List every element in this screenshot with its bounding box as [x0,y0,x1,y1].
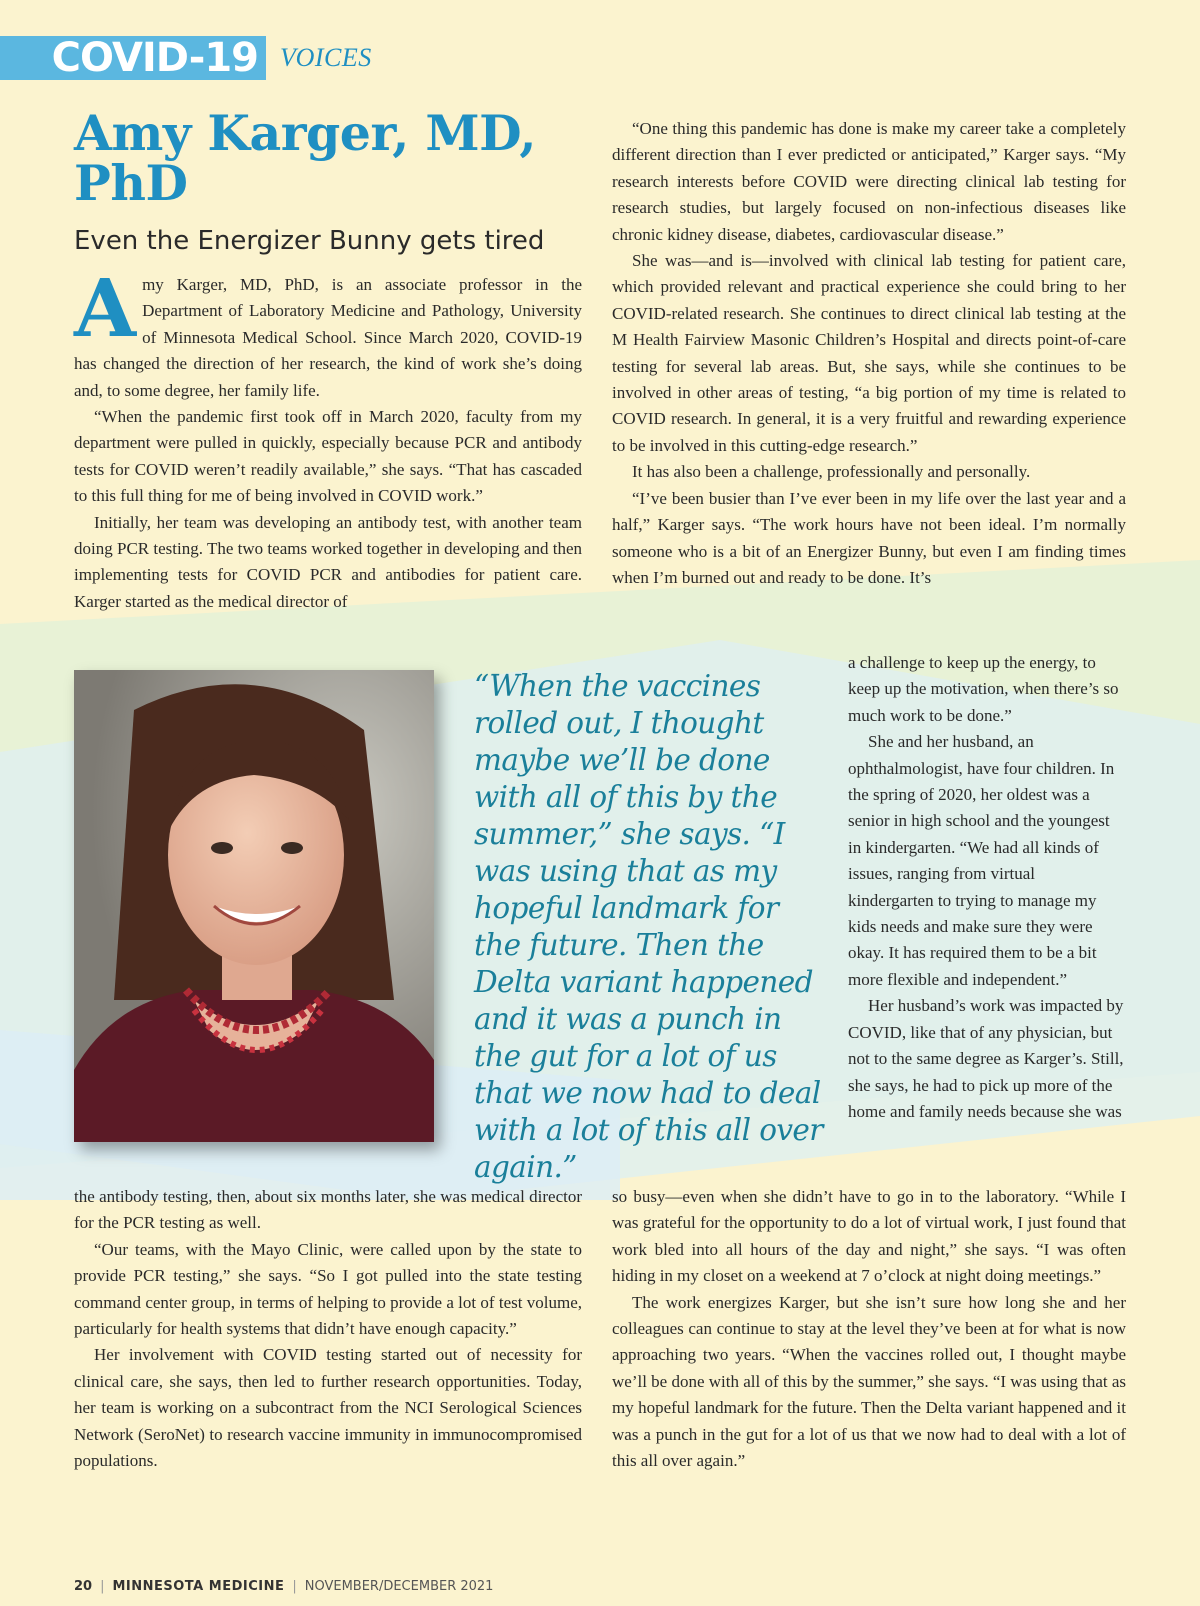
body-paragraph: Initially, her team was developing an antibody test, with another team doing PCR testing. The two teams worked together in developing and then implementing tests for COVID PCR and antibodies for patient care. Karger started as the medical director of [74,512,582,611]
left-column-bottom [74,1184,582,1474]
section-label: VOICES [280,43,372,72]
body-paragraph: a challenge to keep up the energy, to keep up the motivation, when there’s so much work to be done.” [848,653,1119,725]
right-column-bottom [612,1184,1126,1474]
body-paragraph: so busy—even when she didn’t have to go in to the laboratory. “While I was grateful for the opportunity to do a lot of virtual work, I just found that work bled into all hours of the day and night,” she says. “I was often hiding in my closet on a weekend at 7 o’clock at night doing meetings.” [612,1187,1126,1286]
body-paragraph: It has also been a challenge, professionally and personally. [632,462,1031,482]
body-paragraph: Her involvement with COVID testing started out of necessity for clinical care, she says, then led to further research opportunities. Today, her team is working on a subcontract from the NCI Serological Sciences Network (SeroNet) to research vaccine immunity in immunocompromised populations. [74,1345,582,1471]
body-paragraph: “One thing this pandemic has done is make my career take a completely different direction than I ever predicted or anticipated,” Karger says. “My research interests before COVID were directing clinical lab testing for research studies, but largely focused on non-infectious diseases like chronic kidney disease, diabetes, cardiovascular disease.” [612,119,1126,244]
portrait-illustration [74,670,434,1142]
magazine-name: MINNESOTA MEDICINE [112,1579,285,1594]
covid-19-logo: COVID-19 [0,36,266,80]
drop-cap: A [74,261,137,355]
left-column-top [74,261,582,615]
pull-quote: “When the vaccines rolled out, I thought maybe we’ll be done with all of this by the summer,” she says. “I was using that as my hopeful landmark for the future. Then the Delta variant happened and it was a punch in the gut for a lot of us that we now had to deal with a lot of this all over again.” [474,669,823,1184]
body-paragraph: “When the pandemic first took off in March 2020, faculty from my department were pulled in quickly, especially because PCR and antibody tests for COVID weren’t readily available,” she says. “That has cascaded to this full thing for me of being involved in COVID work.” [74,407,582,506]
article-subtitle: Even the Energizer Bunny gets tired [74,226,545,256]
body-paragraph: The work energizes Karger, but she isn’t sure how long she and her colleagues can continue to stay at the level they’ve been at for what is now approaching two years. “When the vaccines rolled out, I thought maybe we’ll be done with all of this by the summer,” she says. “I was using that as my hopeful landmark for the future. Then the Delta variant happened and it was a punch in the gut for a lot of us that we now had to deal with a lot of this all over again.” [612,1292,1126,1471]
body-paragraph: She was—and is—involved with clinical lab testing for patient care, which provided relevant and practical experience she could bring to her COVID-related research. She continues to direct clinical lab testing at the M Health Fairview Masonic Children’s Hospital and directs point-of-care testing for several lab areas. But, she says, while she continues to be involved in other areas of testing, “a big portion of my time is related to COVID research. In general, it is a very fruitful and rewarding experience to be involved in this cutting-edge research.” [612,251,1126,455]
intro-paragraph: Amy Karger, MD, PhD, is an associate professor in the Department of Laboratory Medicine and Pathology, University of Minnesota Medical School. Since March 2020, COVID-19 has changed the direction of her research, the kind of work she’s doing and, to some degree, her family life. [74,261,582,400]
body-paragraph: “I’ve been busier than I’ve ever been in my life over the last year and a half,” Karger says. “The work hours have not been ideal. I’m normally someone who is a bit of an Energizer Bunny, but even I am finding times when I’m burned out and ready to be done. It’s [612,488,1126,587]
section-header [0,36,372,80]
page-footer [74,1579,493,1594]
footer-divider: | [292,1579,297,1594]
portrait-photo [74,670,434,1142]
body-paragraph: “Our teams, with the Mayo Clinic, were called upon by the state to provide PCR testing,” she says. “So I got pulled into the state testing command center group, in terms of helping to provide a lot of test volume, particularly for health systems that didn’t have enough capacity.” [74,1239,582,1339]
right-column-narrow [848,650,1124,1125]
body-paragraph: the antibody testing, then, about six months later, she was medical director for the PCR testing as well. [74,1187,582,1233]
footer-divider: | [100,1579,105,1594]
page-number: 20 [74,1579,93,1594]
issue-date: NOVEMBER/DECEMBER 2021 [304,1579,494,1594]
body-paragraph: She and her husband, an ophthalmologist, have four children. In the spring of 2020, her oldest was a senior in high school and the youngest in kindergarten. “We had all kinds of issues, ranging from virtual kindergarten to trying to manage my kids needs and make sure they were okay. It has required them to be a bit more flexible and independent.” [848,732,1115,989]
right-column-top [612,116,1126,591]
body-paragraph: Her husband’s work was impacted by COVID, like that of any physician, but not to the same degree as Karger’s. Still, she says, he had to pick up more of the home and family needs because she was [848,996,1124,1121]
article-title: Amy Karger, MD, PhD [74,104,536,212]
